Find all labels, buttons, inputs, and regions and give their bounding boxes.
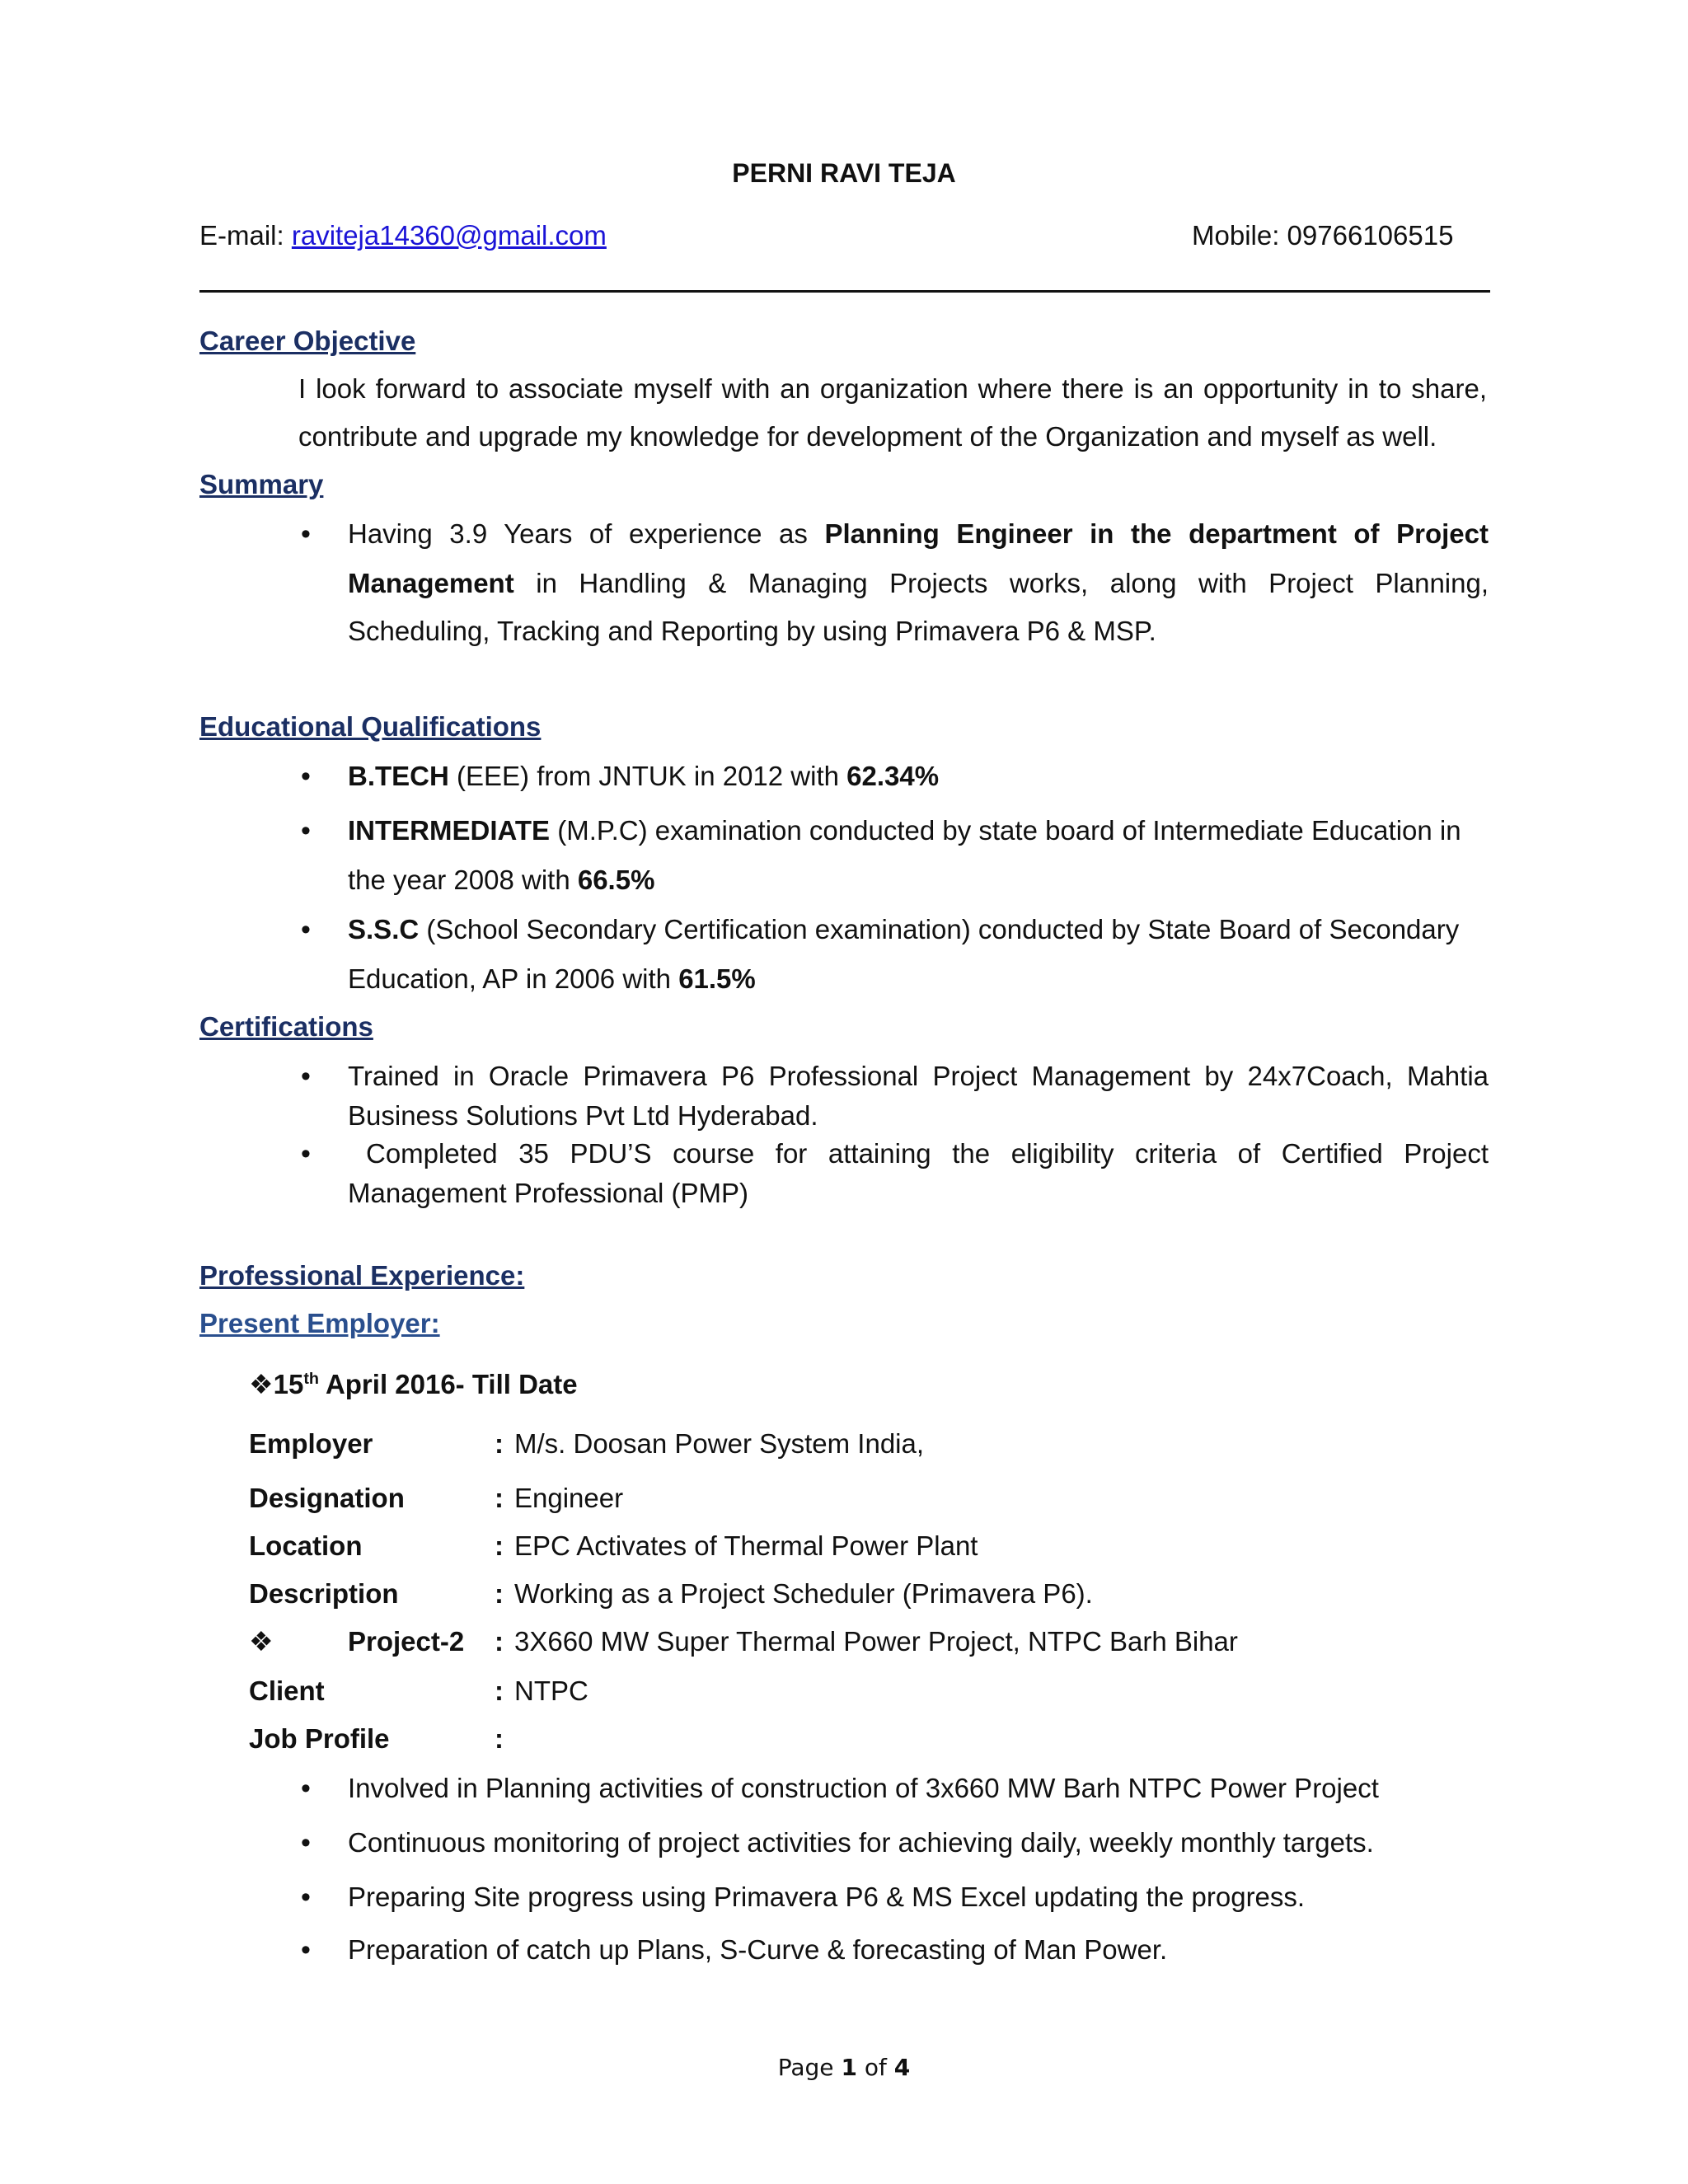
mobile-number: Mobile: 09766106515 xyxy=(1192,220,1454,251)
education-ssc-line-2: Education, AP in 2006 with 61.5% xyxy=(348,963,756,994)
job-item: Preparation of catch up Plans, S-Curve & forecasting of Man Power. xyxy=(348,1934,1168,1965)
location-value: EPC Activates of Thermal Power Plant xyxy=(514,1530,978,1561)
location-label: Location xyxy=(249,1530,363,1561)
job-item: Continuous monitoring of project activities for achieving daily, weekly monthly targets. xyxy=(348,1827,1374,1858)
job-item: Involved in Planning activities of construction of 3x660 MW Barh NTPC Power Project xyxy=(348,1773,1379,1803)
page-number: Page 1 of 4 xyxy=(777,2054,911,2081)
designation-label: Designation xyxy=(249,1483,405,1513)
email-line xyxy=(199,219,607,252)
project-value: 3X660 MW Super Thermal Power Project, NTPC Barh Bihar xyxy=(514,1626,1238,1657)
education-btech: B.TECH (EEE) from JNTUK in 2012 with 62.34% xyxy=(348,761,940,791)
bullet-icon: • xyxy=(301,1138,311,1169)
education-ssc-line-1: S.S.C (School Secondary Certification examination) conducted by State Board of Secondary xyxy=(348,914,1460,944)
certification-1-line-2: Business Solutions Pvt Ltd Hyderabad. xyxy=(348,1100,818,1131)
employer-label: Employer xyxy=(249,1428,373,1459)
colon: : xyxy=(495,1578,504,1609)
certification-2-line-2: Management Professional (PMP) xyxy=(348,1178,749,1208)
education-heading: Educational Qualifications xyxy=(199,711,542,742)
designation-value: Engineer xyxy=(514,1483,624,1513)
career-objective-line-2: contribute and upgrade my knowledge for development of the Organization and myself as well. xyxy=(298,421,1437,452)
colon: : xyxy=(495,1626,504,1657)
description-label: Description xyxy=(249,1578,399,1609)
header-divider xyxy=(199,290,1490,293)
summary-line-3: Scheduling, Tracking and Reporting by using Primavera P6 & MSP. xyxy=(348,616,1156,646)
email-label: E-mail: xyxy=(199,220,284,251)
job-item: Preparing Site progress using Primavera P6 & MS Excel updating the progress. xyxy=(348,1882,1306,1912)
project-label: Project-2 xyxy=(348,1626,465,1657)
bullet-icon: • xyxy=(301,1934,311,1966)
colon: : xyxy=(495,1428,504,1459)
education-intermediate-line-1: INTERMEDIATE (M.P.C) examination conducted by state board of Intermediate Education in xyxy=(348,815,1461,846)
professional-experience-heading: Professional Experience: xyxy=(199,1260,525,1291)
career-objective-heading: Career Objective xyxy=(199,326,416,356)
bullet-icon: • xyxy=(301,1773,311,1804)
diamond-bullet-icon: ❖ xyxy=(249,1626,274,1657)
bullet-icon: • xyxy=(301,914,311,945)
description-value: Working as a Project Scheduler (Primavera P6). xyxy=(514,1578,1093,1609)
bullet-icon: • xyxy=(301,1882,311,1913)
colon: : xyxy=(495,1530,504,1561)
colon: : xyxy=(495,1675,504,1706)
bullet-icon: • xyxy=(301,1061,311,1092)
candidate-name: PERNI RAVI TEJA xyxy=(732,158,956,188)
job-profile-label: Job Profile xyxy=(249,1723,390,1754)
email-link[interactable]: raviteja14360@gmail.com xyxy=(291,220,607,251)
summary-line-1: Having 3.9 Years of experience as Planning Engineer in the department of Project xyxy=(348,518,1489,549)
summary-line-2: Management in Handling & Managing Projects works, along with Project Planning, xyxy=(348,568,1489,598)
colon: : xyxy=(495,1723,504,1754)
colon: : xyxy=(495,1483,504,1513)
career-objective-line-1: I look forward to associate myself with an organization where there is an opportunity in to share, xyxy=(298,373,1487,404)
bullet-icon: • xyxy=(301,1827,311,1858)
diamond-bullet-icon: ❖ xyxy=(249,1369,274,1399)
employer-value: M/s. Doosan Power System India, xyxy=(514,1428,925,1459)
summary-heading: Summary xyxy=(199,469,324,499)
bullet-icon: • xyxy=(301,761,311,792)
client-value: NTPC xyxy=(514,1675,588,1706)
employment-period: ❖15th April 2016- Till Date xyxy=(249,1369,578,1399)
client-label: Client xyxy=(249,1675,325,1706)
present-employer-heading: Present Employer: xyxy=(199,1308,440,1338)
bullet-icon: • xyxy=(301,815,311,846)
certifications-heading: Certifications xyxy=(199,1011,373,1042)
certification-2-line-1: Completed 35 PDU’S course for attaining the eligibility criteria of Certified Project xyxy=(366,1138,1489,1169)
education-intermediate-line-2: the year 2008 with 66.5% xyxy=(348,865,655,895)
certification-1-line-1: Trained in Oracle Primavera P6 Professional Project Management by 24x7Coach, Mahtia xyxy=(348,1061,1489,1091)
bullet-icon: • xyxy=(301,518,311,550)
